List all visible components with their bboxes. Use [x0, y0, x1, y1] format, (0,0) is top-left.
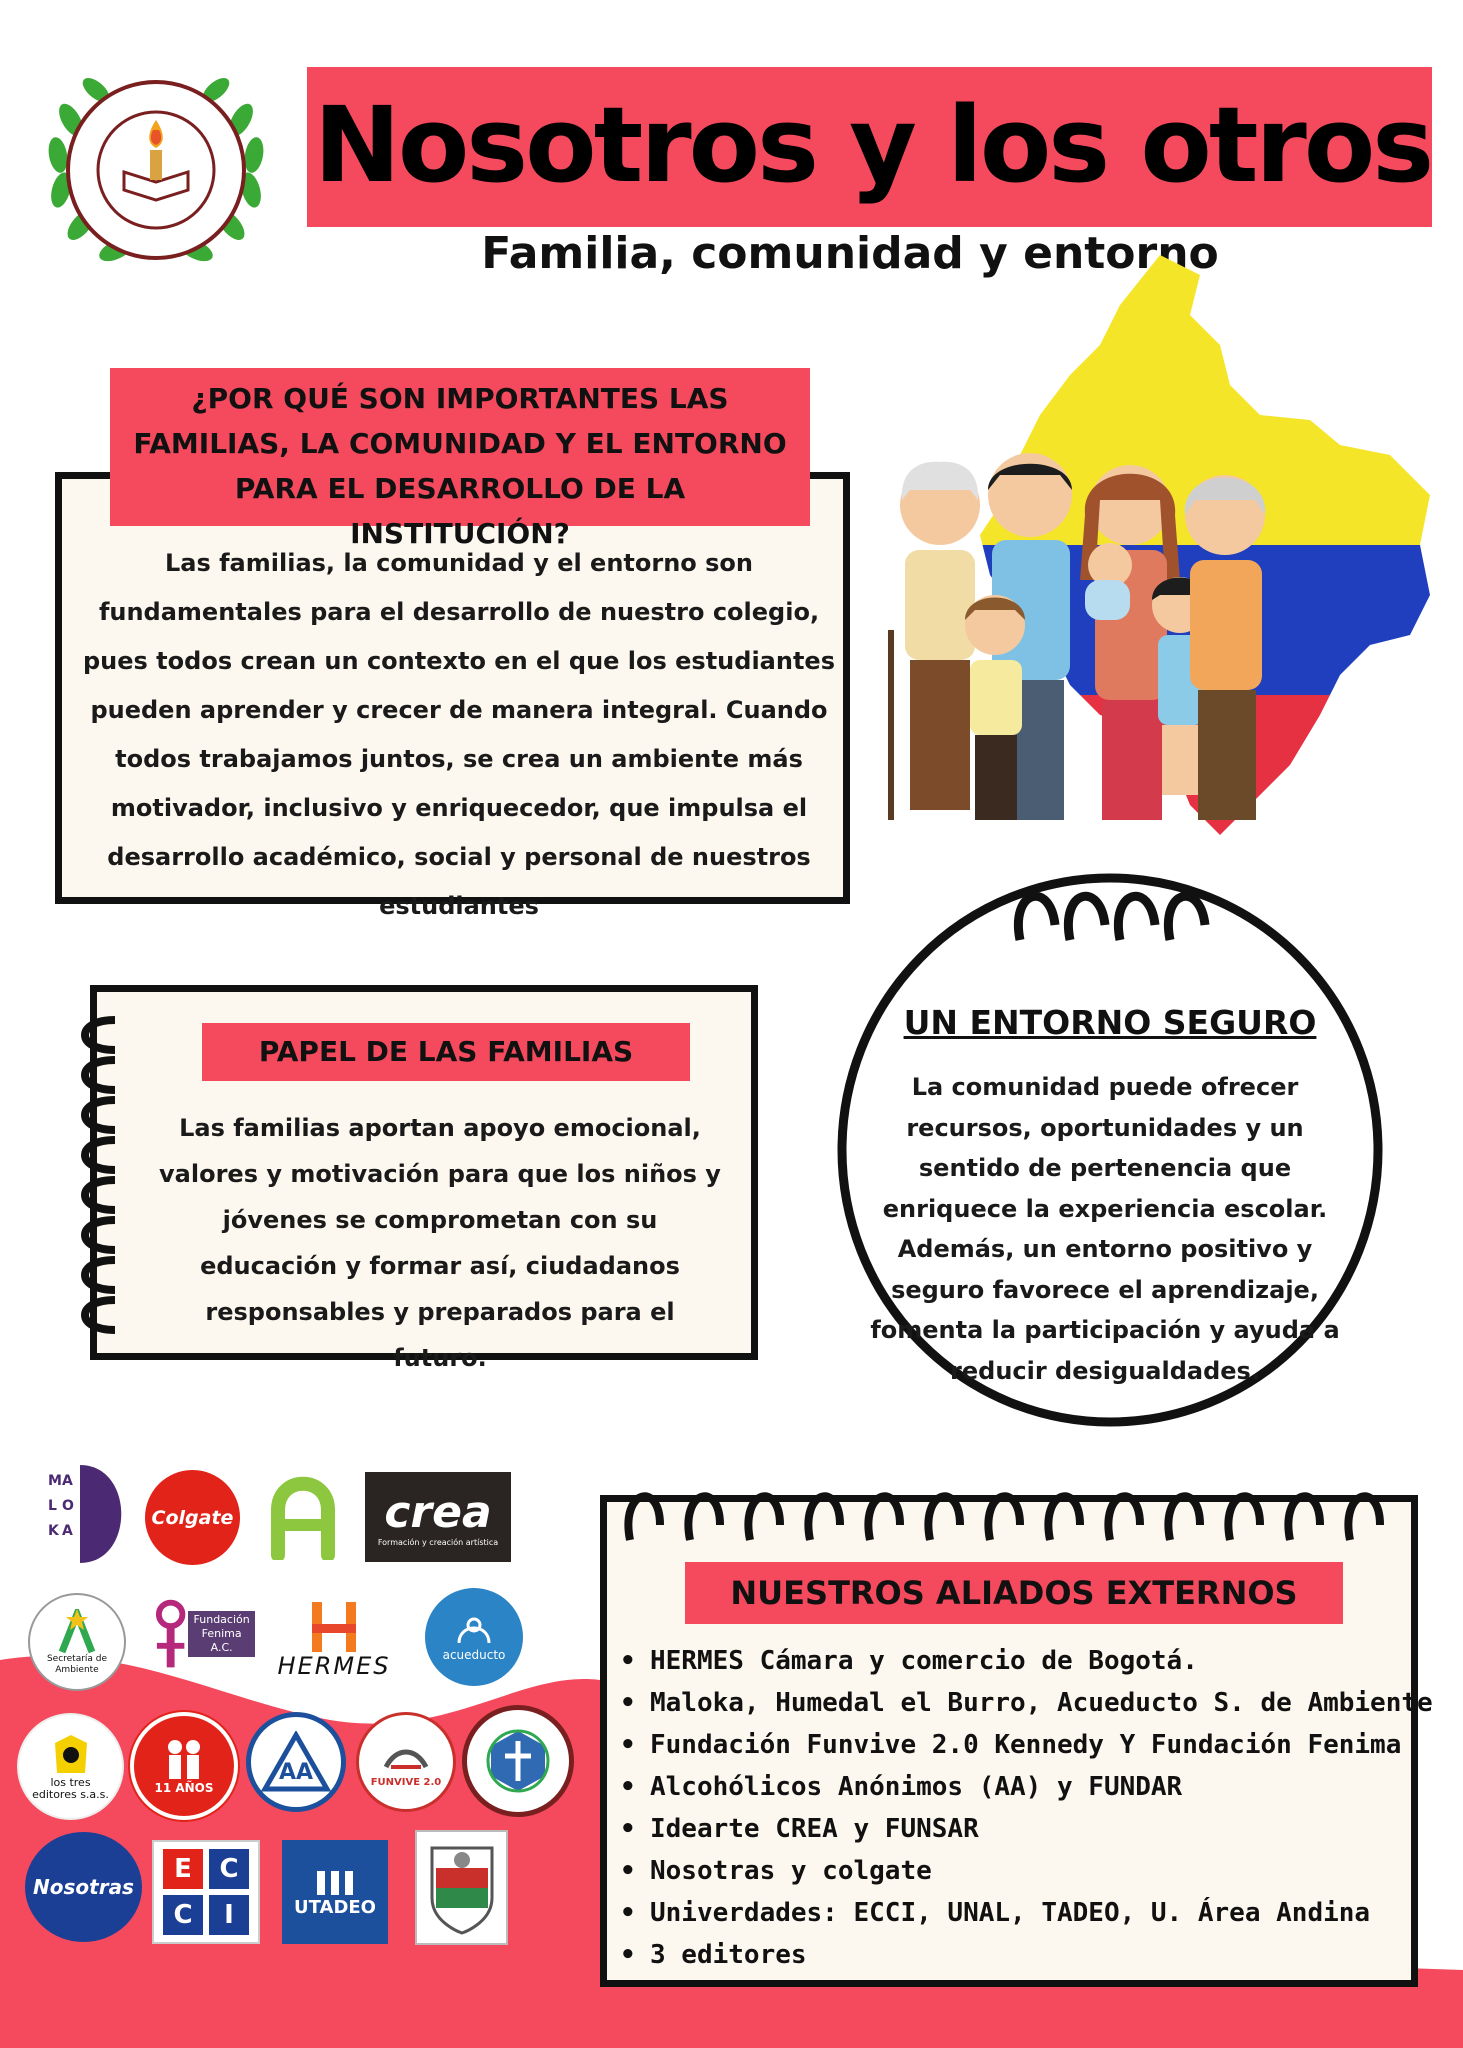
svg-text:K: K	[48, 1523, 59, 1539]
ecci-letter-i: I	[209, 1895, 249, 1935]
nosotras-logo	[25, 1832, 142, 1942]
fundar-logo-text: 11 AÑOS	[154, 1781, 214, 1795]
alcoholicos-anonimos-logo	[246, 1712, 346, 1812]
svg-text:AA: AA	[278, 1760, 314, 1785]
acueducto-logo	[425, 1588, 523, 1686]
colgate-logo-text: Colgate	[151, 1506, 234, 1529]
spiral-binding-top-allies	[615, 1470, 1395, 1550]
funsar-logo	[462, 1705, 574, 1817]
area-andina-logo	[268, 1470, 338, 1560]
list-item: • Fundación Funvive 2.0 Kennedy Y Fundación Fenima	[620, 1724, 1410, 1766]
ecci-logo	[152, 1840, 260, 1944]
spiral-binding-left	[70, 1010, 140, 1340]
maloka-logo	[40, 1455, 132, 1573]
acueducto-logo-text: acueducto	[442, 1647, 506, 1662]
ecci-letter-c2: C	[163, 1895, 203, 1935]
families-body: Las familias aportan apoyo emocional, valores y motivación para que los niños y jóvenes se comprometan con su educación y formar así, ciudadanos responsables y preparados para el futuro.	[159, 1114, 721, 1372]
colgate-logo	[145, 1470, 240, 1565]
list-item: • Alcohólicos Anónimos (AA) y FUNDAR	[620, 1766, 1410, 1808]
nosotras-logo-text: Nosotras	[33, 1875, 134, 1899]
fenima-logo-text: Fundación Fenima A.C.	[188, 1611, 255, 1657]
environment-body: La comunidad puede ofrecer recursos, oportunidades y un sentido de pertenencia que enriquece la experiencia escolar. Además, un entorno positivo y seguro favorece el aprendizaje, fomenta la participación y ayuda a reducir desigualdades.	[870, 1073, 1340, 1385]
list-item: • Maloka, Humedal el Burro, Acueducto S. de Ambiente	[620, 1682, 1410, 1724]
secretaria-ambiente-logo	[28, 1593, 126, 1691]
crea-logo-text: crea	[384, 1486, 492, 1538]
list-item: • Nosotras y colgate	[620, 1850, 1410, 1892]
list-item: • Univerdades: ECCI, UNAL, TADEO, U. Área Andina	[620, 1892, 1410, 1934]
ecci-letter-c1: C	[209, 1849, 249, 1889]
importance-body: Las familias, la comunidad y el entorno son fundamentales para el desarrollo de nuestro colegio, pues todos crean un contexto en el que los estudiantes pueden aprender y crecer de manera integral. Cuando todos trabajamos juntos, se crea un ambiente más motivador, inclusivo y enriquecedor, que impulsa el desarrollo académico, social y personal de nuestros estudiantes	[83, 549, 835, 920]
importance-heading: ¿POR QUÉ SON IMPORTANTES LAS FAMILIAS, LA COMUNIDAD Y EL ENTORNO PARA EL DESARROLLO DE LA INSTITUCIÓN?	[110, 368, 810, 526]
los-tres-editores-logo	[17, 1713, 124, 1820]
secretaria-logo-text: Secretaría de Ambiente	[46, 1653, 108, 1675]
funvive-logo	[356, 1712, 456, 1812]
los-tres-logo-text: los tres editores s.a.s.	[32, 1775, 109, 1801]
list-item: • HERMES Cámara y comercio de Bogotá.	[620, 1640, 1410, 1682]
ecci-letter-e: E	[163, 1849, 203, 1889]
list-item: • Idearte CREA y FUNSAR	[620, 1808, 1410, 1850]
families-heading: PAPEL DE LAS FAMILIAS	[202, 1023, 690, 1081]
allies-heading: NUESTROS ALIADOS EXTERNOS	[685, 1562, 1343, 1624]
svg-text:A: A	[62, 1473, 73, 1489]
svg-text:L: L	[48, 1498, 57, 1514]
list-item: • 3 editores	[620, 1934, 1410, 1976]
fenima-logo	[153, 1598, 255, 1670]
utadeo-logo-text: UTADEO	[294, 1896, 376, 1918]
school-seal-logo	[36, 40, 276, 280]
svg-text:O: O	[62, 1498, 74, 1514]
page-title: Nosotros y los otros	[313, 84, 1432, 206]
fundar-logo	[130, 1712, 238, 1820]
svg-text:M: M	[48, 1473, 62, 1489]
hermes-logo	[268, 1598, 400, 1683]
utadeo-logo	[282, 1840, 388, 1944]
spiral-binding-top-circle	[1000, 870, 1240, 950]
crea-logo	[365, 1472, 511, 1562]
hermes-logo-text: HERMES	[277, 1651, 391, 1680]
family-illustration	[880, 420, 1270, 840]
unal-logo	[415, 1830, 508, 1945]
environment-heading: UN ENTORNO SEGURO	[903, 1003, 1317, 1042]
allies-list	[620, 1640, 1433, 1976]
svg-text:A: A	[62, 1523, 73, 1539]
page-subtitle: Familia, comunidad y entorno	[481, 228, 1219, 279]
crea-logo-subtitle: Formación y creación artística	[377, 1537, 499, 1547]
funvive-logo-text: FUNVIVE 2.0	[370, 1776, 442, 1788]
